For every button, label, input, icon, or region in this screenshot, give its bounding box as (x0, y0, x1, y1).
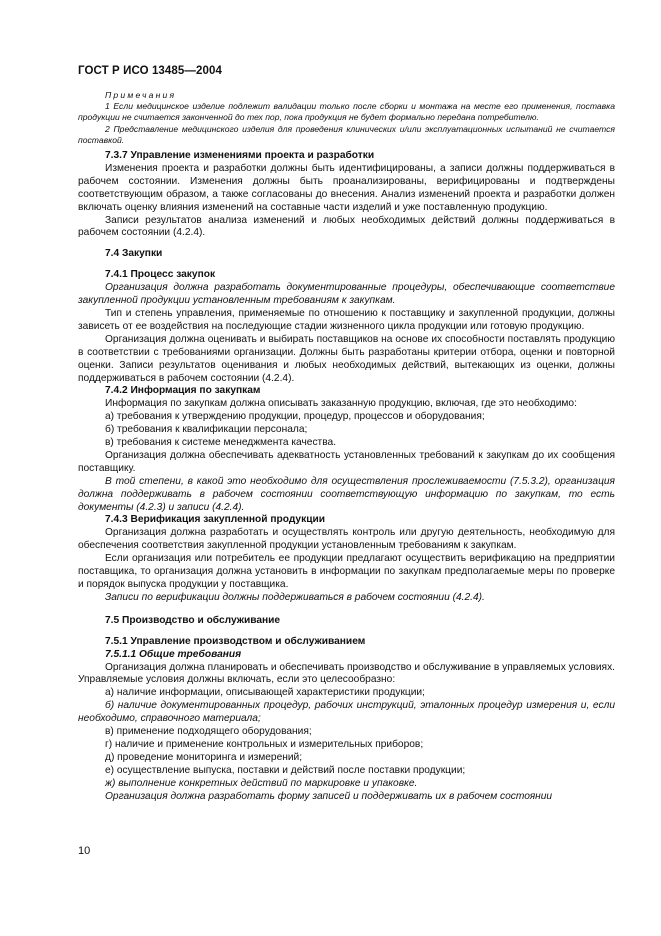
note-2: 2 Представление медицинского изделия для проведения клинических и/или эксплуатационных испытаний не считается поставкой. (78, 123, 615, 145)
paragraph: Организация должна обеспечивать адекватность установленных требований к закупкам до их сообщения поставщику. (78, 449, 615, 474)
paragraph: Организация должна разработать и осуществлять контроль или другую деятельность, необходимую для обеспечения соответствия закупленной продукции установленным требованиям к закупкам. (78, 527, 615, 552)
paragraph: Записи результатов анализа изменений и любых необходимых действий должны поддерживаться в рабочем состоянии (4.2.4). (78, 214, 615, 239)
paragraph: Записи по верификации должны поддерживаться в рабочем состоянии (4.2.4). (105, 591, 485, 603)
paragraph: Тип и степень управления, применяемые по отношению к поставщику и закупленной продукции, должны зависеть от ее воздействия на последующие стадии жизненного цикла продукции или готовую продукцию. (78, 307, 615, 332)
list-item: б) требования к квалификации персонала; (105, 424, 308, 436)
page-number: 10 (78, 845, 91, 857)
notes-title: Примечания (105, 90, 177, 100)
heading-7-4: 7.4 Закупки (105, 248, 163, 260)
heading-7-4-2: 7.4.2 Информация по закупкам (105, 385, 261, 397)
paragraph: Организация должна планировать и обеспечивать производство и обслуживание в управляемых условиях. Управляемые условия должны включать, если это целесообразно: (78, 661, 615, 686)
notes-block (78, 90, 615, 146)
page-content (78, 90, 615, 804)
list-item: а) наличие информации, описывающей характеристики продукции; (105, 687, 425, 699)
heading-7-5: 7.5 Производство и обслуживание (105, 614, 281, 626)
paragraph: Изменения проекта и разработки должны быть идентифицированы, а записи должны поддерживаться в рабочем состоянии. Изменения должны быть проанализированы, верифицированы и подтверждены соответствующим образом, а также согласованы до внесения. Анализ изменений проекта и разработки должен включать оценку влияния изменений на составные части изделий и уже поставленную продукцию. (78, 162, 615, 213)
paragraph: В той степени, в какой это необходимо для осуществления прослеживаемости (7.5.3.2), организация должна поддерживать в рабочем состоянии соответствующую информацию по закупкам, то есть документы (4.2.3) и записи (4.2.4). (78, 475, 615, 513)
heading-7-3-7: 7.3.7 Управление изменениями проекта и разработки (105, 150, 375, 162)
list-item: в) требования к системе менеджмента качества. (105, 437, 337, 449)
heading-7-4-1: 7.4.1 Процесс закупок (105, 269, 216, 281)
paragraph: Если организация или потребитель ее продукции предлагают осуществить верификацию на предприятии поставщика, то организация должна установить в информации по закупкам предполагаемые меры по проверке и порядок выпуска продукции у поставщика. (78, 553, 615, 591)
list-item: б) наличие документированных процедур, рабочих инструкций, эталонных процедур измерения и, если необходимо, справочного материала; (78, 700, 615, 725)
list-item: е) осуществление выпуска, поставки и действий после поставки продукции; (105, 764, 466, 776)
list-item: а) требования к утверждению продукции, процедур, процессов и оборудования; (105, 411, 485, 423)
list-item: в) применение подходящего оборудования; (105, 726, 312, 738)
paragraph: Организация должна разработать документированные процедуры, обеспечивающие соответствие закупленной продукции установленным требованиям к закупкам. (78, 282, 615, 307)
note-1: 1 Если медицинское изделие подлежит валидации только после сборки и монтажа на месте его применения, поставка продукции не считается законченной до тех пор, пока продукция не будет формально передана потребителю. (78, 101, 615, 123)
paragraph: Организация должна оценивать и выбирать поставщиков на основе их способности поставлять продукцию в соответствии с требованиями организации. Должны быть разработаны критерии отбора, оценки и повторной оценки. Записи результатов оценивания и любых необходимых действий, вытекающих из оценки, должны поддерживаться в рабочем состоянии (4.2.4). (78, 333, 615, 384)
list-item: г) наличие и применение контрольных и измерительных приборов; (105, 738, 424, 750)
heading-7-5-1-1: 7.5.1.1 Общие требования (105, 648, 242, 660)
list-item: ж) выполнение конкретных действий по маркировке и упаковке. (105, 777, 418, 789)
heading-7-5-1: 7.5.1 Управление производством и обслуживанием (105, 635, 366, 647)
heading-7-4-3: 7.4.3 Верификация закупленной продукции (105, 514, 325, 526)
document-header: ГОСТ Р ИСО 13485—2004 (78, 65, 223, 77)
paragraph: Информация по закупкам должна описывать заказанную продукцию, включая, где это необходимо: (105, 398, 577, 410)
list-item: д) проведение мониторинга и измерений; (105, 751, 303, 763)
paragraph: Организация должна разработать форму записей и поддерживать их в рабочем состоянии (105, 790, 553, 802)
